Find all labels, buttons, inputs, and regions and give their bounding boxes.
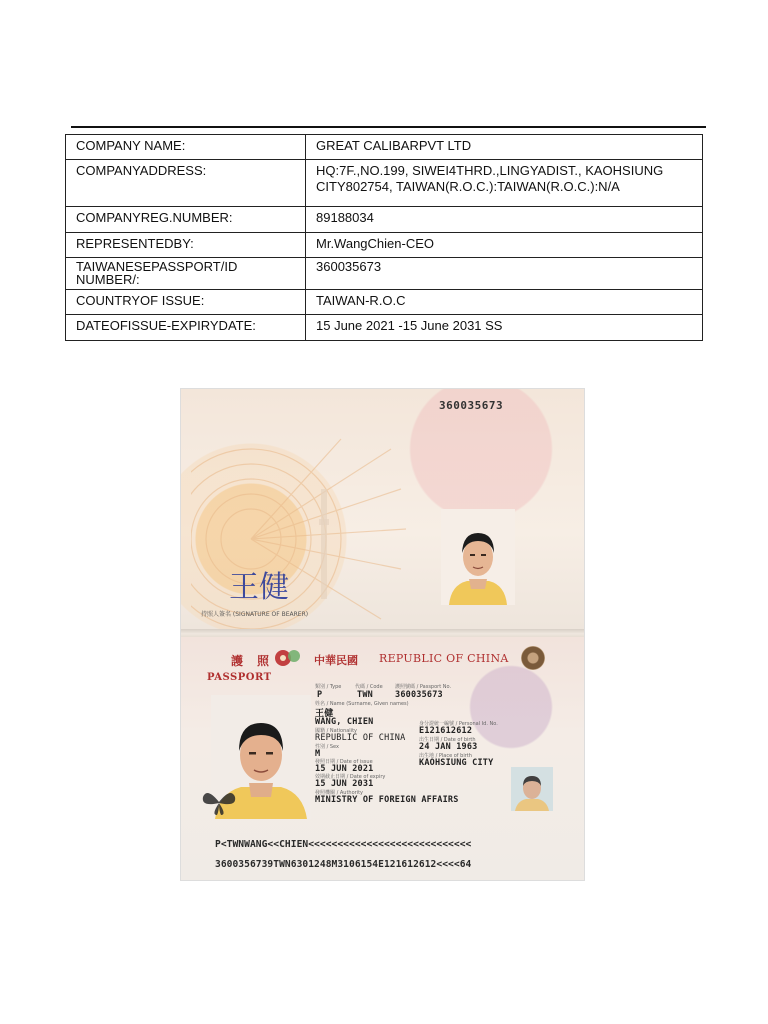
dob-label: 出生日期 / Date of birth <box>419 737 476 743</box>
row-label: TAIWANESEPASSPORT/ID NUMBER/: <box>66 258 306 290</box>
authority-label: 發照機關 / Authority <box>315 790 364 796</box>
code-value: TWN <box>357 690 373 700</box>
row-value: TAIWAN-R.O.C <box>306 290 703 315</box>
company-info-table <box>65 134 703 341</box>
name-zh-value: 王健 <box>315 709 334 719</box>
table-row <box>66 207 703 233</box>
personal-id-value: E121612612 <box>419 726 473 736</box>
mrz-line-1: P<TWNWANG<<CHIEN<<<<<<<<<<<<<<<<<<<<<<<<<<<< <box>215 839 472 850</box>
row-label: COMPANY NAME: <box>66 135 306 160</box>
nationality-label: 國籍 / Nationality <box>315 728 358 734</box>
authority-value: MINISTRY OF FOREIGN AFFAIRS <box>315 795 459 805</box>
row-value: HQ:7F.,NO.199, SIWEI4THRD.,LINGYADIST., KAOHSIUNG CITY802754, TAIWAN(R.O.C.):TAIWAN(R.O.C.):N/A <box>306 160 703 207</box>
row-value: Mr.WangChien-CEO <box>306 233 703 258</box>
table-row <box>66 290 703 315</box>
bearer-signature <box>221 567 331 607</box>
row-label: COUNTRYOF ISSUE: <box>66 290 306 315</box>
row-value: 89188034 <box>306 207 703 233</box>
country-name-en: REPUBLIC OF CHINA <box>379 652 509 665</box>
row-value: 360035673 <box>306 258 703 290</box>
passport-word: PASSPORT <box>207 672 272 683</box>
sex-label: 性別 / Sex <box>315 744 339 750</box>
ghost-photo <box>511 767 553 811</box>
row-label: REPRESENTEDBY: <box>66 233 306 258</box>
top-rule <box>71 126 706 128</box>
type-label: 類別 / Type <box>315 684 342 690</box>
table-row <box>66 315 703 341</box>
passport-number-top: 360035673 <box>439 399 504 412</box>
name-en-value: WANG, CHIEN <box>315 717 374 727</box>
name-label: 姓名 / Name (Surname, Given names) <box>315 701 409 707</box>
butterfly-watermark-icon <box>201 787 237 817</box>
personal-id-label: 身分證統一編號 / Personal Id. No. <box>419 721 498 727</box>
header-zhao: 照 <box>257 654 270 668</box>
bearer-photo-small <box>441 509 515 605</box>
issue-date-label: 發照日期 / Date of issue <box>315 759 373 765</box>
row-label: DATEOFISSUE-EXPIRYDATE: <box>66 315 306 341</box>
svg-text:王健: 王健 <box>229 570 289 605</box>
dob-value: 24 JAN 1963 <box>419 742 478 752</box>
row-label: COMPANYREG.NUMBER: <box>66 207 306 233</box>
country-name-zh: 中華民國 <box>314 654 358 667</box>
passport-data-page <box>181 637 584 880</box>
passport-signature-page <box>181 389 584 629</box>
expiry-date-label: 效期截止日期 / Date of expiry <box>315 774 386 780</box>
passport-fold <box>181 629 584 637</box>
table-row <box>66 258 703 290</box>
passport-no-value: 360035673 <box>395 690 443 700</box>
birthplace-value: KAOHSIUNG CITY <box>419 758 494 768</box>
row-value: GREAT CALIBARPVT LTD <box>306 135 703 160</box>
nationality-value: REPUBLIC OF CHINA <box>315 733 406 743</box>
type-value: P <box>317 690 323 700</box>
national-seal-icon <box>521 646 545 670</box>
expiry-date-value: 15 JUN 2031 <box>315 779 374 789</box>
header-hu: 護 <box>231 654 244 668</box>
plum-blossom-emblem-icon <box>274 647 302 669</box>
table-row <box>66 160 703 207</box>
birthplace-label: 出生地 / Place of birth <box>419 753 472 759</box>
table-row <box>66 135 703 160</box>
sex-value: M <box>315 749 321 759</box>
signature-caption: 持照人簽名 (SIGNATURE OF BEARER) <box>201 611 309 618</box>
table-row <box>66 233 703 258</box>
passport-scan <box>181 389 584 880</box>
passport-no-label: 護照號碼 / Passport No. <box>395 684 452 690</box>
mrz-line-2: 3600356739TWN6301248M3106154E121612612<<<<64 <box>215 859 472 870</box>
code-label: 代碼 / Code <box>355 684 383 690</box>
issue-date-value: 15 JUN 2021 <box>315 764 374 774</box>
row-label: COMPANYADDRESS: <box>66 160 306 207</box>
row-value: 15 June 2021 -15 June 2031 SS <box>306 315 703 341</box>
